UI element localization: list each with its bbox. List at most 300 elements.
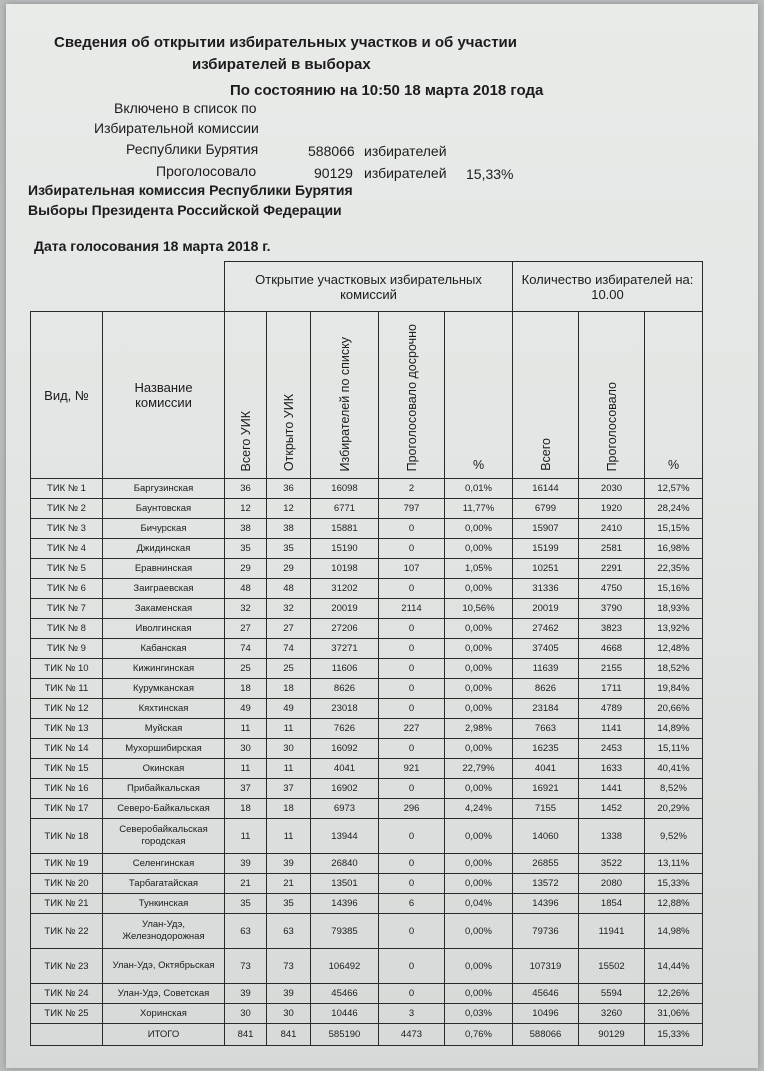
cell-kind: ТИК № 11	[31, 679, 103, 699]
cell-voters-list: 106492	[311, 949, 379, 984]
cell-total-uik: 11	[225, 819, 267, 854]
cell-total: 31336	[513, 579, 579, 599]
cell-total: 45646	[513, 984, 579, 1004]
cell-open-uik: 11	[267, 719, 311, 739]
table-row	[31, 599, 703, 619]
cell-percent-voted: 14,89%	[645, 719, 703, 739]
cell-total-uik: 39	[225, 984, 267, 1004]
table-row	[31, 579, 703, 599]
total-row	[31, 1024, 703, 1046]
cell-percent-early: 0,00%	[445, 619, 513, 639]
cell-voters-list: 15190	[311, 539, 379, 559]
cell-kind: ТИК № 5	[31, 559, 103, 579]
cell-voters-list: 27206	[311, 619, 379, 639]
cell-open-uik: 74	[267, 639, 311, 659]
cell-commission-name: Кижингинская	[103, 659, 225, 679]
cell-commission-name: Мухоршибирская	[103, 739, 225, 759]
column-header-voters-list: Избирателей по списку	[311, 312, 379, 479]
cell-total-uik: 25	[225, 659, 267, 679]
cell-total-uik: 30	[225, 739, 267, 759]
cell-commission-name: Муйская	[103, 719, 225, 739]
table-row	[31, 659, 703, 679]
cell-voters-list: 16902	[311, 779, 379, 799]
voted-unit: избирателей	[364, 165, 447, 181]
cell-percent-voted: 20,66%	[645, 699, 703, 719]
total-cell-percent-voted: 15,33%	[645, 1024, 703, 1046]
voted-value: 90129	[314, 165, 353, 181]
cell-open-uik: 30	[267, 1004, 311, 1024]
cell-percent-early: 0,00%	[445, 949, 513, 984]
table-row	[31, 984, 703, 1004]
cell-kind: ТИК № 25	[31, 1004, 103, 1024]
cell-percent-voted: 19,84%	[645, 679, 703, 699]
total-cell-commission-name: ИТОГО	[103, 1024, 225, 1046]
table-row	[31, 894, 703, 914]
cell-total-uik: 48	[225, 579, 267, 599]
cell-total: 10496	[513, 1004, 579, 1024]
cell-early-voted: 0	[379, 949, 445, 984]
cell-kind: ТИК № 10	[31, 659, 103, 679]
group-header-opening: Открытие участковых избирательных комиссий	[225, 262, 513, 312]
cell-voted: 2080	[579, 874, 645, 894]
table-row	[31, 679, 703, 699]
cell-kind: ТИК № 23	[31, 949, 103, 984]
cell-kind: ТИК № 20	[31, 874, 103, 894]
cell-early-voted: 0	[379, 579, 445, 599]
included-line-2: Избирательной комиссии	[94, 120, 259, 136]
cell-commission-name: Улан-Удэ, Железнодорожная	[103, 914, 225, 949]
cell-voters-list: 6771	[311, 499, 379, 519]
cell-open-uik: 29	[267, 559, 311, 579]
cell-percent-early: 0,00%	[445, 984, 513, 1004]
cell-voters-list: 45466	[311, 984, 379, 1004]
table-row	[31, 759, 703, 779]
cell-total: 14396	[513, 894, 579, 914]
cell-open-uik: 21	[267, 874, 311, 894]
cell-voted: 1633	[579, 759, 645, 779]
cell-open-uik: 12	[267, 499, 311, 519]
cell-commission-name: Окинская	[103, 759, 225, 779]
cell-open-uik: 38	[267, 519, 311, 539]
cell-percent-early: 0,01%	[445, 479, 513, 499]
cell-open-uik: 48	[267, 579, 311, 599]
cell-open-uik: 63	[267, 914, 311, 949]
column-header-voted: Проголосовало	[579, 312, 645, 479]
cell-percent-voted: 12,88%	[645, 894, 703, 914]
cell-total: 20019	[513, 599, 579, 619]
cell-kind: ТИК № 16	[31, 779, 103, 799]
cell-kind: ТИК № 24	[31, 984, 103, 1004]
cell-early-voted: 2	[379, 479, 445, 499]
cell-total-uik: 12	[225, 499, 267, 519]
cell-percent-early: 4,24%	[445, 799, 513, 819]
cell-commission-name: Улан-Удэ, Октябрьская	[103, 949, 225, 984]
cell-early-voted: 0	[379, 659, 445, 679]
cell-total-uik: 27	[225, 619, 267, 639]
cell-open-uik: 49	[267, 699, 311, 719]
cell-percent-early: 0,03%	[445, 1004, 513, 1024]
cell-voted: 4789	[579, 699, 645, 719]
cell-voters-list: 16092	[311, 739, 379, 759]
cell-commission-name: Джидинская	[103, 539, 225, 559]
cell-voted: 11941	[579, 914, 645, 949]
cell-total-uik: 21	[225, 874, 267, 894]
cell-total-uik: 18	[225, 799, 267, 819]
cell-total-uik: 39	[225, 854, 267, 874]
cell-open-uik: 36	[267, 479, 311, 499]
cell-total-uik: 32	[225, 599, 267, 619]
cell-percent-early: 11,77%	[445, 499, 513, 519]
cell-commission-name: Баргузинская	[103, 479, 225, 499]
cell-voted: 3522	[579, 854, 645, 874]
cell-percent-early: 0,04%	[445, 894, 513, 914]
cell-total: 13572	[513, 874, 579, 894]
cell-percent-early: 22,79%	[445, 759, 513, 779]
table-row	[31, 949, 703, 984]
cell-commission-name: Тункинская	[103, 894, 225, 914]
turnout-table	[30, 261, 703, 1046]
cell-percent-early: 0,00%	[445, 739, 513, 759]
cell-early-voted: 0	[379, 679, 445, 699]
cell-open-uik: 18	[267, 799, 311, 819]
cell-kind: ТИК № 14	[31, 739, 103, 759]
cell-commission-name: Заиграевская	[103, 579, 225, 599]
cell-total-uik: 35	[225, 539, 267, 559]
cell-total-uik: 63	[225, 914, 267, 949]
cell-voted: 3790	[579, 599, 645, 619]
cell-total-uik: 29	[225, 559, 267, 579]
included-line-1: Включено в список по	[114, 100, 257, 116]
cell-kind: ТИК № 18	[31, 819, 103, 854]
cell-voters-list: 10446	[311, 1004, 379, 1024]
cell-percent-early: 0,00%	[445, 679, 513, 699]
cell-voters-list: 15881	[311, 519, 379, 539]
cell-percent-voted: 31,06%	[645, 1004, 703, 1024]
cell-open-uik: 11	[267, 819, 311, 854]
cell-commission-name: Хоринская	[103, 1004, 225, 1024]
cell-total-uik: 73	[225, 949, 267, 984]
cell-voted: 4750	[579, 579, 645, 599]
total-cell-kind	[31, 1024, 103, 1046]
cell-percent-early: 2,98%	[445, 719, 513, 739]
cell-total: 23184	[513, 699, 579, 719]
cell-total: 6799	[513, 499, 579, 519]
cell-early-voted: 0	[379, 539, 445, 559]
voted-percent: 15,33%	[466, 166, 514, 182]
cell-voters-list: 11606	[311, 659, 379, 679]
total-cell-total-uik: 841	[225, 1024, 267, 1046]
cell-total: 14060	[513, 819, 579, 854]
table-row	[31, 1004, 703, 1024]
column-header-kind: Вид, №	[31, 312, 103, 479]
cell-kind: ТИК № 8	[31, 619, 103, 639]
cell-voted: 3823	[579, 619, 645, 639]
cell-voted: 1338	[579, 819, 645, 854]
included-value: 588066	[308, 143, 355, 159]
cell-total: 7155	[513, 799, 579, 819]
table-row	[31, 519, 703, 539]
cell-kind: ТИК № 17	[31, 799, 103, 819]
table-row	[31, 719, 703, 739]
cell-total-uik: 18	[225, 679, 267, 699]
cell-kind: ТИК № 15	[31, 759, 103, 779]
cell-voters-list: 26840	[311, 854, 379, 874]
cell-total: 27462	[513, 619, 579, 639]
cell-percent-voted: 15,16%	[645, 579, 703, 599]
cell-commission-name: Курумканская	[103, 679, 225, 699]
cell-commission-name: Прибайкальская	[103, 779, 225, 799]
cell-open-uik: 32	[267, 599, 311, 619]
cell-percent-voted: 14,98%	[645, 914, 703, 949]
election-name: Выборы Президента Российской Федерации	[28, 202, 342, 218]
cell-voters-list: 10198	[311, 559, 379, 579]
cell-total: 15907	[513, 519, 579, 539]
group-header-voters: Количество избирателей на: 10.00	[513, 262, 703, 312]
cell-voted: 1452	[579, 799, 645, 819]
cell-percent-voted: 40,41%	[645, 759, 703, 779]
cell-commission-name: Иволгинская	[103, 619, 225, 639]
cell-total: 107319	[513, 949, 579, 984]
cell-kind: ТИК № 3	[31, 519, 103, 539]
cell-open-uik: 73	[267, 949, 311, 984]
included-line-3: Республики Бурятия	[126, 141, 259, 157]
cell-commission-name: Северобайкальская городская	[103, 819, 225, 854]
cell-percent-early: 0,00%	[445, 639, 513, 659]
cell-percent-early: 0,00%	[445, 539, 513, 559]
table-row	[31, 779, 703, 799]
cell-percent-voted: 14,44%	[645, 949, 703, 984]
cell-voted: 2453	[579, 739, 645, 759]
column-header-early-voted: Проголосовало досрочно	[379, 312, 445, 479]
cell-percent-early: 0,00%	[445, 579, 513, 599]
cell-open-uik: 18	[267, 679, 311, 699]
cell-commission-name: Закаменская	[103, 599, 225, 619]
cell-voted: 1854	[579, 894, 645, 914]
cell-voted: 3260	[579, 1004, 645, 1024]
cell-total-uik: 74	[225, 639, 267, 659]
column-header-percent-voted: %	[645, 312, 703, 479]
cell-voted: 2410	[579, 519, 645, 539]
cell-percent-voted: 13,11%	[645, 854, 703, 874]
column-header-percent-early: %	[445, 312, 513, 479]
cell-total-uik: 30	[225, 1004, 267, 1024]
cell-voted: 1141	[579, 719, 645, 739]
title-line-1: Сведения об открытии избирательных участков и об участии	[54, 34, 517, 51]
cell-percent-voted: 18,52%	[645, 659, 703, 679]
cell-voted: 2030	[579, 479, 645, 499]
cell-commission-name: Северо-Байкальская	[103, 799, 225, 819]
cell-voted: 1920	[579, 499, 645, 519]
cell-voters-list: 7626	[311, 719, 379, 739]
cell-early-voted: 227	[379, 719, 445, 739]
cell-early-voted: 0	[379, 779, 445, 799]
cell-commission-name: Бичурская	[103, 519, 225, 539]
cell-open-uik: 35	[267, 894, 311, 914]
cell-voters-list: 6973	[311, 799, 379, 819]
column-header-total-uik: Всего УИК	[225, 312, 267, 479]
cell-voters-list: 14396	[311, 894, 379, 914]
cell-open-uik: 37	[267, 779, 311, 799]
vote-date: Дата голосования 18 марта 2018 г.	[34, 238, 271, 254]
cell-percent-early: 0,00%	[445, 819, 513, 854]
cell-early-voted: 0	[379, 819, 445, 854]
cell-total: 16144	[513, 479, 579, 499]
cell-percent-voted: 22,35%	[645, 559, 703, 579]
cell-percent-early: 0,00%	[445, 854, 513, 874]
cell-open-uik: 11	[267, 759, 311, 779]
cell-total-uik: 49	[225, 699, 267, 719]
cell-voted: 2155	[579, 659, 645, 679]
cell-percent-voted: 12,26%	[645, 984, 703, 1004]
table-row	[31, 799, 703, 819]
table-row	[31, 699, 703, 719]
total-cell-voted: 90129	[579, 1024, 645, 1046]
included-unit: избирателей	[364, 143, 447, 159]
cell-percent-voted: 8,52%	[645, 779, 703, 799]
cell-voters-list: 20019	[311, 599, 379, 619]
cell-total: 16921	[513, 779, 579, 799]
cell-kind: ТИК № 9	[31, 639, 103, 659]
cell-percent-early: 0,00%	[445, 699, 513, 719]
cell-open-uik: 39	[267, 984, 311, 1004]
cell-kind: ТИК № 22	[31, 914, 103, 949]
cell-voted: 1711	[579, 679, 645, 699]
table-row	[31, 479, 703, 499]
cell-open-uik: 27	[267, 619, 311, 639]
cell-voters-list: 16098	[311, 479, 379, 499]
cell-total-uik: 11	[225, 759, 267, 779]
cell-early-voted: 0	[379, 914, 445, 949]
cell-commission-name: Баунтовская	[103, 499, 225, 519]
cell-total: 7663	[513, 719, 579, 739]
cell-kind: ТИК № 19	[31, 854, 103, 874]
table-row	[31, 914, 703, 949]
cell-voted: 2581	[579, 539, 645, 559]
status-line: По состоянию на 10:50 18 марта 2018 года	[230, 82, 544, 99]
cell-voted: 5594	[579, 984, 645, 1004]
cell-open-uik: 25	[267, 659, 311, 679]
cell-open-uik: 39	[267, 854, 311, 874]
cell-commission-name: Еравнинская	[103, 559, 225, 579]
cell-voted: 4668	[579, 639, 645, 659]
cell-voters-list: 8626	[311, 679, 379, 699]
cell-open-uik: 35	[267, 539, 311, 559]
cell-commission-name: Улан-Удэ, Советская	[103, 984, 225, 1004]
cell-total: 4041	[513, 759, 579, 779]
cell-percent-voted: 12,57%	[645, 479, 703, 499]
cell-voters-list: 23018	[311, 699, 379, 719]
cell-commission-name: Селенгинская	[103, 854, 225, 874]
cell-total: 15199	[513, 539, 579, 559]
cell-voters-list: 37271	[311, 639, 379, 659]
cell-open-uik: 30	[267, 739, 311, 759]
cell-voters-list: 13501	[311, 874, 379, 894]
cell-early-voted: 0	[379, 619, 445, 639]
cell-voters-list: 79385	[311, 914, 379, 949]
cell-early-voted: 296	[379, 799, 445, 819]
cell-total: 8626	[513, 679, 579, 699]
cell-total-uik: 11	[225, 719, 267, 739]
cell-total-uik: 35	[225, 894, 267, 914]
column-header-open-uik: Открыто УИК	[267, 312, 311, 479]
document-sheet	[6, 4, 758, 1068]
cell-percent-voted: 20,29%	[645, 799, 703, 819]
cell-percent-voted: 18,93%	[645, 599, 703, 619]
cell-percent-voted: 13,92%	[645, 619, 703, 639]
cell-voters-list: 4041	[311, 759, 379, 779]
cell-percent-early: 1,05%	[445, 559, 513, 579]
cell-early-voted: 107	[379, 559, 445, 579]
cell-early-voted: 0	[379, 854, 445, 874]
cell-percent-voted: 16,98%	[645, 539, 703, 559]
cell-percent-early: 0,00%	[445, 874, 513, 894]
table-row	[31, 639, 703, 659]
cell-commission-name: Кабанская	[103, 639, 225, 659]
table-row	[31, 619, 703, 639]
cell-percent-voted: 15,33%	[645, 874, 703, 894]
cell-commission-name: Тарбагатайская	[103, 874, 225, 894]
cell-early-voted: 6	[379, 894, 445, 914]
cell-early-voted: 0	[379, 739, 445, 759]
cell-early-voted: 3	[379, 1004, 445, 1024]
table-row	[31, 499, 703, 519]
cell-percent-early: 0,00%	[445, 914, 513, 949]
cell-percent-early: 0,00%	[445, 659, 513, 679]
cell-early-voted: 921	[379, 759, 445, 779]
cell-percent-voted: 28,24%	[645, 499, 703, 519]
title-line-2: избирателей в выборах	[192, 56, 371, 73]
table-row	[31, 539, 703, 559]
cell-percent-voted: 12,48%	[645, 639, 703, 659]
cell-kind: ТИК № 2	[31, 499, 103, 519]
commission-name: Избирательная комиссия Республики Бурятия	[28, 182, 353, 198]
cell-total: 10251	[513, 559, 579, 579]
total-cell-percent-early: 0,76%	[445, 1024, 513, 1046]
cell-early-voted: 0	[379, 699, 445, 719]
cell-percent-voted: 9,52%	[645, 819, 703, 854]
cell-kind: ТИК № 6	[31, 579, 103, 599]
cell-total-uik: 36	[225, 479, 267, 499]
cell-total: 16235	[513, 739, 579, 759]
cell-voted: 2291	[579, 559, 645, 579]
table-body	[31, 479, 703, 1046]
total-cell-total: 588066	[513, 1024, 579, 1046]
cell-early-voted: 797	[379, 499, 445, 519]
total-cell-open-uik: 841	[267, 1024, 311, 1046]
cell-percent-voted: 15,15%	[645, 519, 703, 539]
column-header-name: Название комиссии	[103, 312, 225, 479]
cell-total: 79736	[513, 914, 579, 949]
cell-kind: ТИК № 1	[31, 479, 103, 499]
cell-percent-early: 10,56%	[445, 599, 513, 619]
cell-early-voted: 0	[379, 984, 445, 1004]
voted-label: Проголосовало	[156, 163, 257, 179]
cell-total: 37405	[513, 639, 579, 659]
cell-kind: ТИК № 21	[31, 894, 103, 914]
cell-percent-early: 0,00%	[445, 779, 513, 799]
total-cell-early-voted: 4473	[379, 1024, 445, 1046]
cell-total-uik: 37	[225, 779, 267, 799]
table-row	[31, 874, 703, 894]
cell-percent-voted: 15,11%	[645, 739, 703, 759]
cell-total: 26855	[513, 854, 579, 874]
cell-kind: ТИК № 12	[31, 699, 103, 719]
cell-total-uik: 38	[225, 519, 267, 539]
cell-early-voted: 0	[379, 519, 445, 539]
cell-kind: ТИК № 13	[31, 719, 103, 739]
cell-early-voted: 0	[379, 874, 445, 894]
cell-early-voted: 0	[379, 639, 445, 659]
